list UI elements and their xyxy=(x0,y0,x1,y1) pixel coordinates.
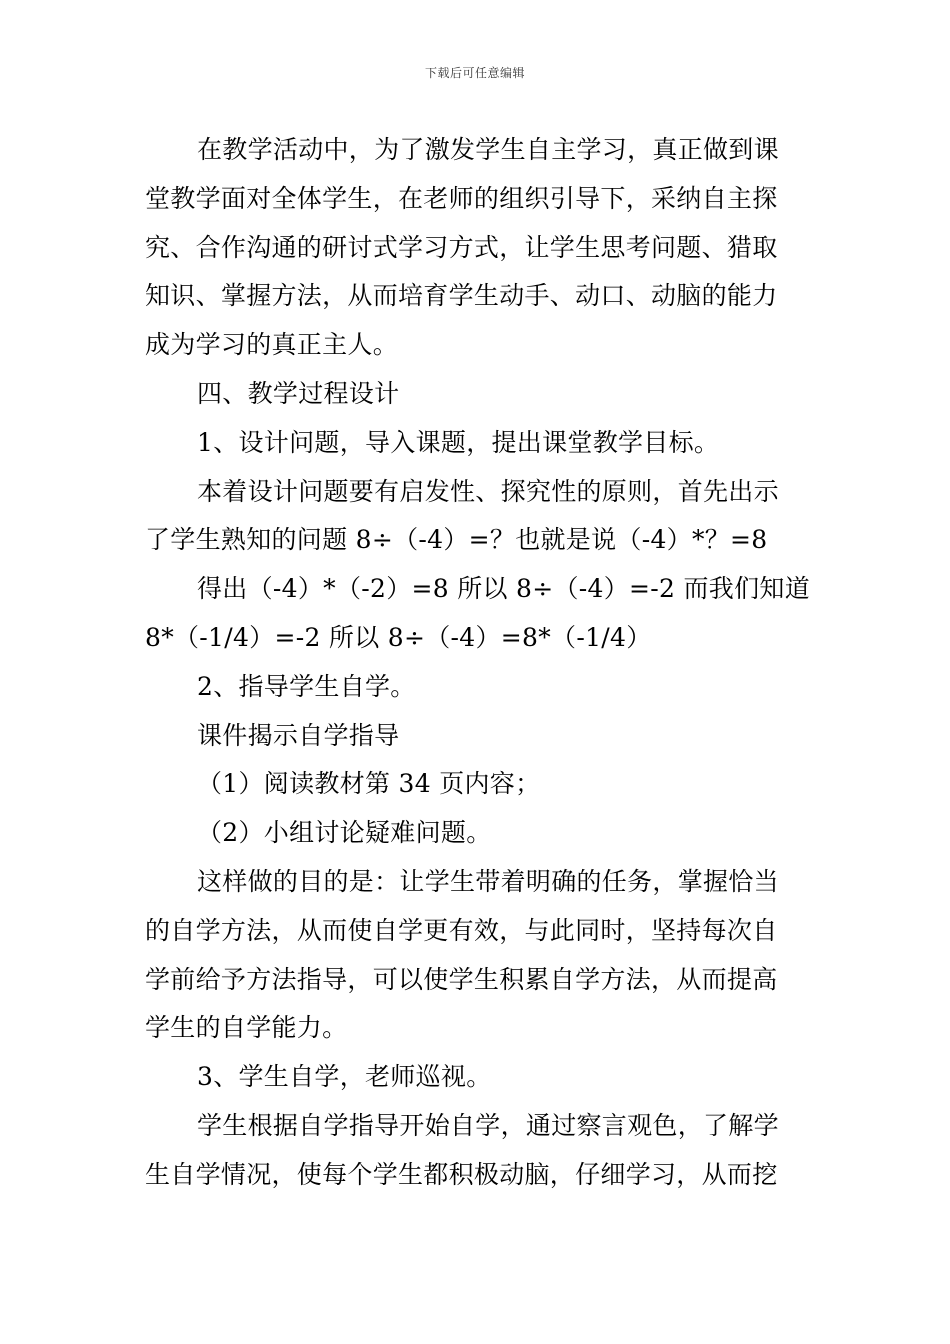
paragraph-line: 生自学情况，使每个学生都积极动脑，仔细学习，从而挖 xyxy=(145,1159,778,1189)
paragraph-line: 了学生熟知的问题 8÷（-4）=？也就是说（-4）*？=8 xyxy=(145,525,768,555)
paragraph-line: 课件揭示自学指导 xyxy=(197,720,400,750)
step-heading: 1、设计问题，导入课题，提出课堂教学目标。 xyxy=(197,427,720,457)
paragraph-line: 学生的自学能力。 xyxy=(145,1013,348,1043)
paragraph-line: 8*（-1/4）=-2 所以 8÷（-4）=8*（-1/4） xyxy=(145,622,652,652)
paragraph-line: 的自学方法，从而使自学更有效，与此同时，坚持每次自 xyxy=(145,915,778,945)
paragraph-line: 堂教学面对全体学生，在老师的组织引导下，采纳自主探 xyxy=(145,183,778,213)
paragraph-line: 本着设计问题要有启发性、探究性的原则，首先出示 xyxy=(197,476,779,506)
paragraph-line: 成为学习的真正主人。 xyxy=(145,330,399,360)
paragraph-line: 知识、掌握方法，从而培育学生动手、动口、动脑的能力 xyxy=(145,281,778,311)
document-body xyxy=(145,126,810,1200)
paragraph-line: 学生根据自学指导开始自学，通过察言观色，了解学 xyxy=(197,1110,779,1140)
paragraph-line: 得出（-4）*（-2）=8 所以 8÷（-4）=-2 而我们知道 xyxy=(197,574,811,604)
list-item: （2）小组讨论疑难问题。 xyxy=(197,818,492,848)
page-header-note: 下载后可任意编辑 xyxy=(424,66,525,80)
paragraph-line: 这样做的目的是：让学生带着明确的任务，掌握恰当 xyxy=(197,866,779,896)
paragraph-line: 学前给予方法指导，可以使学生积累自学方法，从而提高 xyxy=(145,964,778,994)
step-heading: 3、学生自学，老师巡视。 xyxy=(197,1062,492,1092)
section-heading: 四、教学过程设计 xyxy=(197,378,400,408)
paragraph-line: 究、合作沟通的研讨式学习方式，让学生思考问题、猎取 xyxy=(145,232,778,262)
paragraph-line: 在教学活动中，为了激发学生自主学习，真正做到课 xyxy=(197,135,779,164)
list-item: （1）阅读教材第 34 页内容； xyxy=(197,769,541,799)
step-heading: 2、指导学生自学。 xyxy=(197,671,416,701)
